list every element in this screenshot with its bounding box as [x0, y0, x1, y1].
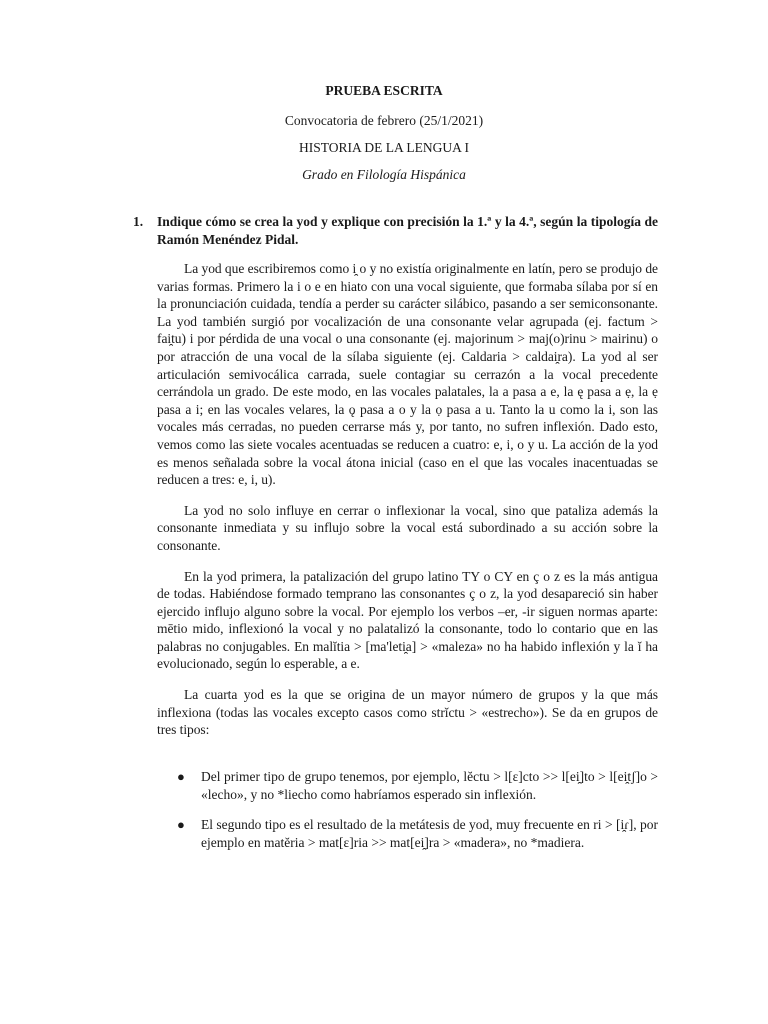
exam-degree: Grado en Filología Hispánica	[302, 167, 466, 182]
exam-subject: HISTORIA DE LA LENGUA I	[299, 140, 469, 155]
answer-paragraph-3: En la yod primera, la patalización del grupo latino TY o CY en ç o z es la más antigua de todas. Habiéndose formado temprano las consonantes ç o z, la yod desapareció sin haber ejercido influjo alguno sobre la vocal. Por ejemplo los verbos –er, -ir siguen normas aparte: mētio mido, inflexionó la vocal y no palatalizó la consonante, todo lo contario que en las palabras no conjugables. En malĭtia > [ma'leti̯a] > «maleza» no ha habido inflexión y la ĭ ha evolucionado, según lo esperable, a e.	[157, 568, 658, 672]
bullet-icon: ●	[177, 817, 185, 833]
question-text: Indique cómo se crea la yod y explique con precisión la 1.ª y la 4.ª, según la tipología de Ramón Menéndez Pidal.	[157, 214, 658, 247]
list-item-text: Del primer tipo de grupo tenemos, por ejemplo, lĕctu > l[ɛ]cto >> l[ei̯]to > l[ei̯tʃ]o > «lecho», y no *liecho como habríamos esperado sin inflexión.	[201, 769, 658, 802]
answer-paragraph-1: La yod que escribiremos como i̯ o y no existía originalmente en latín, pero se produjo de varias formas. Primero la i o e en hiato con una vocal siguiente, que formaba sílaba por sí en la pronunciación cuidada, tendía a perder su carácter silábico, pasando a ser semiconsonante. La yod también surgió por vocalización de una consonante velar agrupada (ej. factum > fai̯tu) i por pérdida de una vocal o una consonante (ej. majorinum > maj(o)rinu > mairinu) o por atracción de una vocal de la sílaba siguiente (ej. Caldaria > caldai̯ra). La yod al ser articulación semivocálica carrada, suele contagiar su cerrazón a la vocal precedente cerrándola un grado. De este modo, en las vocales palatales, la a pasa a e, la ę pasa a ẹ, la ẹ pasa a i; en las vocales velares, la ǫ pasa a o y la ọ pasa a u. Tanto la u como la i, son las vocales más cerradas, no pueden cerrarse más y, por tanto, no sufren inflexión. Dado esto, vemos como las siete vocales acentuadas se reducen a cuatro: e, i, o y u. La acción de la yod es menos señalada sobre la vocal átona inicial (caso en el que las vocales inacentuadas se reducen a tres: e, i, u).	[157, 261, 658, 488]
bullet-list	[157, 768, 658, 864]
answer-body	[157, 260, 658, 752]
question-number: 1.	[133, 214, 144, 229]
answer-paragraph-2: La yod no solo influye en cerrar o inflexionar la vocal, sino que pataliza además la consonante inmediata y su influjo sobre la vocal está subordinado a su acción sobre la consonante.	[157, 502, 658, 553]
answer-paragraph-4: La cuarta yod es la que se origina de un mayor número de grupos y la que más inflexiona (todas las vocales excepto casos como strĭctu > «estrecho»). Se da en grupos de tres tipos:	[157, 687, 658, 738]
bullet-icon: ●	[177, 769, 185, 784]
exam-convocatoria: Convocatoria de febrero (25/1/2021)	[284, 113, 484, 128]
question-1	[133, 213, 658, 249]
list-item	[157, 816, 658, 851]
list-item	[157, 768, 658, 803]
exam-title: PRUEBA ESCRITA	[325, 83, 443, 98]
list-item-text: El segundo tipo es el resultado de la metátesis de yod, muy frecuente en ri > [i̯ɾ], por ejemplo en matĕria > mat[ɛ]ria >> mat[ei̯]ra > «madera», no *madiera.	[201, 817, 658, 850]
document-header	[0, 82, 768, 184]
